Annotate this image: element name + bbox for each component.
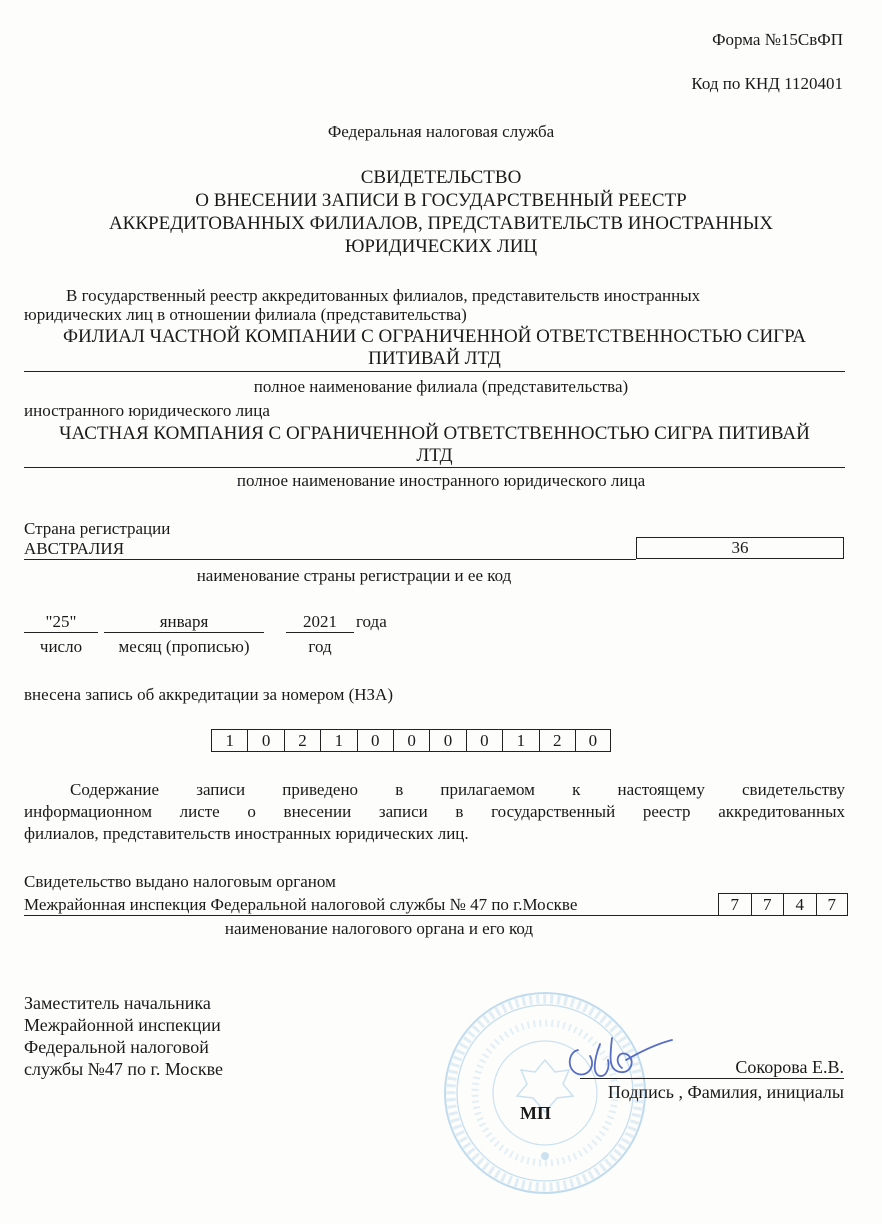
foreign-entity-name-line-2: ЛТД [416,445,453,466]
contents-paragraph [24,779,845,845]
signatory-position [24,992,324,1080]
date-month-caption: месяц (прописью) [118,637,250,656]
foreign-entity-name [24,423,845,468]
record-digit: 0 [575,729,611,752]
tax-code-digit: 7 [751,893,784,916]
record-digit: 0 [247,729,283,752]
tax-authority-name: Межрайонная инспекция Федеральной налоговой службы № 47 по г.Москве [24,895,718,916]
date-year: 2021 [286,612,354,633]
record-label: внесена запись об аккредитации за номером (НЗА) [24,685,393,704]
signatory-line-1: Заместитель начальника [24,993,211,1013]
branch-name [24,326,845,372]
date-day: "25" [24,612,98,633]
title-line-1: СВИДЕТЕЛЬСТВО [360,167,522,188]
date-day-caption: число [39,637,83,656]
foreign-entity-caption: полное наименование иностранного юридического лица [236,471,646,490]
record-digit: 2 [539,729,575,752]
record-digit: 2 [284,729,320,752]
record-digit: 1 [320,729,356,752]
branch-name-line-1: ФИЛИАЛ ЧАСТНОЙ КОМПАНИИ С ОГРАНИЧЕННОЙ ОТВЕТСТВЕННОСТЬЮ СИГРА [62,326,807,347]
contents-line-3: филиалов, представительств иностранных юридических лиц. [24,824,469,843]
seal-label: МП [520,1103,551,1123]
signature-line [580,1078,844,1079]
record-digit: 1 [211,729,247,752]
signatory-name: Сокорова Е.В. [735,1057,844,1077]
intro-line-1: В государственный реестр аккредитованных филиалов, представительств иностранных [66,286,701,305]
signature-caption: Подпись , Фамилия, инициалы [607,1082,844,1102]
tax-authority-code [718,893,848,916]
record-digit: 0 [357,729,393,752]
date-year-caption: год [308,637,332,656]
tax-authority-label: Свидетельство выдано налоговым органом [24,872,336,891]
intro-line-2: юридических лиц в отношении филиала (представительства) [24,305,467,324]
country-caption: наименование страны регистрации и ее код [196,566,512,585]
record-number [211,729,611,752]
country-label: Страна регистрации [24,519,171,538]
contents-line-1: Содержание записи приведено в прилагаемом к настоящему свидетельству [70,780,845,799]
record-digit: 0 [429,729,465,752]
foreign-entity-label: иностранного юридического лица [24,401,270,420]
tax-code-digit: 4 [783,893,816,916]
document-title [40,166,842,258]
date-year-suffix: года [356,612,387,631]
branch-name-caption: полное наименование филиала (представительства) [253,377,629,396]
contents-line-2: информационном листе о внесении записи в государственный реестр аккредитованных [24,802,845,821]
record-digit: 0 [393,729,429,752]
knd-code: Код по КНД 1120401 [691,74,843,93]
country-code: 36 [636,537,844,559]
record-digit: 0 [466,729,502,752]
tax-authority-caption: наименование налогового органа и его код [224,919,534,938]
signatory-line-3: Федеральной налоговой [24,1037,209,1057]
country-name: АВСТРАЛИЯ [24,539,636,560]
title-line-4: ЮРИДИЧЕСКИХ ЛИЦ [344,236,538,257]
record-digit: 1 [502,729,538,752]
agency-name: Федеральная налоговая служба [327,122,555,141]
title-line-2: О ВНЕСЕНИИ ЗАПИСИ В ГОСУДАРСТВЕННЫЙ РЕЕСТР [195,190,687,211]
branch-name-line-2: ПИТИВАЙ ЛТД [368,348,501,369]
date-month: января [104,612,264,633]
tax-code-digit: 7 [816,893,849,916]
tax-code-digit: 7 [718,893,751,916]
title-line-3: АККРЕДИТОВАННЫХ ФИЛИАЛОВ, ПРЕДСТАВИТЕЛЬСТВ ИНОСТРАННЫХ [108,213,774,234]
foreign-entity-name-line-1: ЧАСТНАЯ КОМПАНИЯ С ОГРАНИЧЕННОЙ ОТВЕТСТВЕННОСТЬЮ СИГРА ПИТИВАЙ [59,423,810,444]
signatory-line-4: службы №47 по г. Москве [24,1059,223,1079]
signatory-line-2: Межрайонной инспекции [24,1015,221,1035]
form-number: Форма №15СвФП [712,30,843,49]
